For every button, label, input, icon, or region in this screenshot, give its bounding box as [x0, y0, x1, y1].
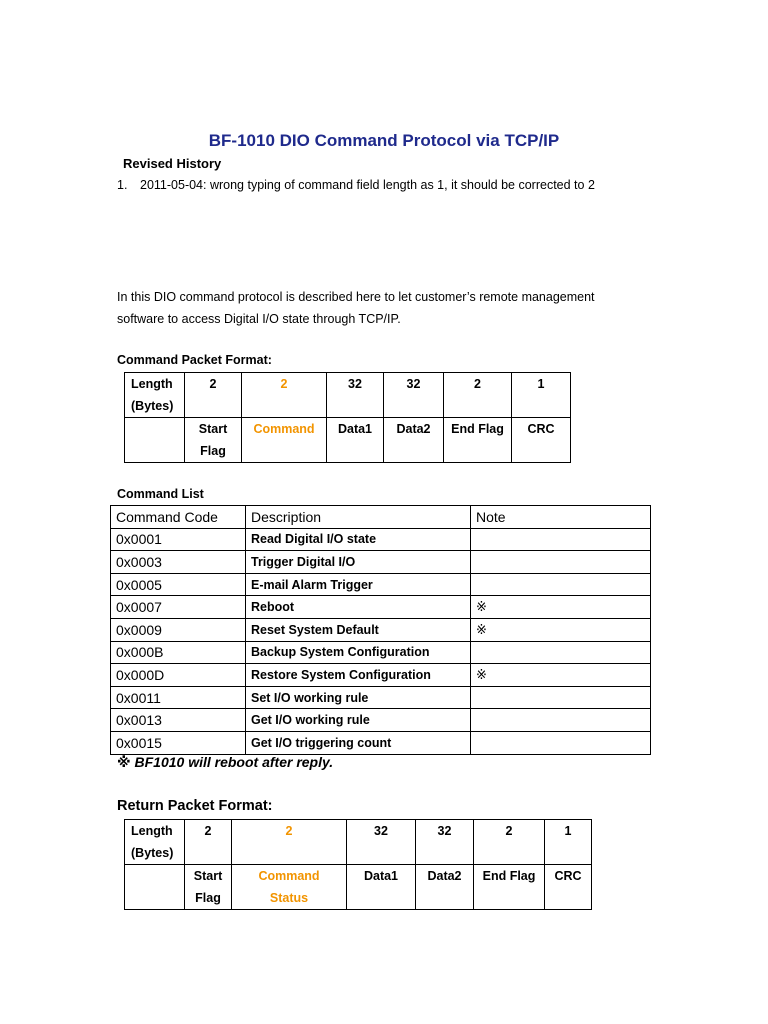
field-size-cell: 2 — [232, 820, 347, 865]
field-name-line: Data1 — [363, 869, 399, 883]
field-name-cell — [416, 865, 474, 910]
field-name-cell — [444, 418, 512, 463]
header-command-code: Command Code — [111, 506, 246, 529]
field-name-line: Status — [269, 891, 309, 905]
length-label: Length — [131, 824, 173, 838]
table-row — [111, 731, 651, 754]
command-code: 0x0011 — [111, 686, 246, 709]
command-code: 0x0015 — [111, 731, 246, 754]
table-row — [111, 551, 651, 574]
field-size-cell: 32 — [327, 373, 384, 418]
field-name-line: Command — [253, 422, 315, 436]
header-note: Note — [471, 506, 651, 529]
command-description: Trigger Digital I/O — [246, 551, 471, 574]
command-list-table — [110, 505, 651, 755]
length-label: Length — [131, 377, 173, 391]
history-item-number: 1. — [117, 178, 128, 192]
length-header-cell — [125, 373, 185, 418]
field-name-line: End Flag — [482, 869, 536, 883]
command-list-header-row — [111, 506, 651, 529]
field-name-cell — [347, 865, 416, 910]
field-name-line: Flag — [200, 444, 226, 458]
command-description: Set I/O working rule — [246, 686, 471, 709]
field-name-cell — [242, 418, 327, 463]
command-note: ※ — [471, 618, 651, 641]
field-name-cell — [185, 418, 242, 463]
history-item-text: 2011-05-04: wrong typing of command field length as 1, it should be corrected to 2 — [140, 178, 595, 192]
packet-size-row — [125, 373, 571, 418]
command-packet-table — [124, 372, 571, 463]
field-name-line: Command — [258, 869, 320, 883]
command-note — [471, 709, 651, 732]
command-description: Reset System Default — [246, 618, 471, 641]
packet-name-row — [125, 418, 571, 463]
table-row — [111, 641, 651, 664]
field-name-cell — [232, 865, 347, 910]
field-name-cell — [327, 418, 384, 463]
field-name-line: Flag — [195, 891, 221, 905]
table-row — [111, 528, 651, 551]
command-packet-label: Command Packet Format: — [117, 353, 272, 367]
packet-name-row — [125, 865, 592, 910]
command-description: Get I/O triggering count — [246, 731, 471, 754]
command-note: ※ — [471, 596, 651, 619]
field-size-cell: 2 — [185, 820, 232, 865]
field-size-cell: 2 — [444, 373, 512, 418]
intro-line-2: software to access Digital I/O state through TCP/IP. — [117, 312, 401, 326]
field-name-cell — [384, 418, 444, 463]
command-description: Restore System Configuration — [246, 664, 471, 687]
field-size-cell: 32 — [416, 820, 474, 865]
command-description: Backup System Configuration — [246, 641, 471, 664]
command-description: Get I/O working rule — [246, 709, 471, 732]
command-code: 0x0005 — [111, 573, 246, 596]
field-size-cell: 1 — [545, 820, 592, 865]
bytes-label: (Bytes) — [131, 846, 174, 860]
command-note — [471, 731, 651, 754]
command-code: 0x0009 — [111, 618, 246, 641]
command-note — [471, 686, 651, 709]
empty-cell — [125, 865, 185, 910]
field-name-line: CRC — [527, 422, 555, 436]
return-packet-table — [124, 819, 592, 910]
command-description: Read Digital I/O state — [246, 528, 471, 551]
command-list-label: Command List — [117, 487, 204, 501]
command-note — [471, 551, 651, 574]
command-code: 0x0007 — [111, 596, 246, 619]
intro-paragraph — [117, 286, 677, 330]
field-name-cell — [545, 865, 592, 910]
revised-history-item — [117, 178, 595, 192]
field-name-line: Data2 — [427, 869, 462, 883]
command-code: 0x000B — [111, 641, 246, 664]
field-size-cell: 2 — [185, 373, 242, 418]
field-name-cell — [185, 865, 232, 910]
field-size-cell: 1 — [512, 373, 571, 418]
table-row — [111, 664, 651, 687]
field-size-cell: 2 — [242, 373, 327, 418]
packet-size-row — [125, 820, 592, 865]
command-code: 0x0001 — [111, 528, 246, 551]
field-name-line: CRC — [554, 869, 582, 883]
command-note — [471, 573, 651, 596]
header-description: Description — [246, 506, 471, 529]
table-row — [111, 686, 651, 709]
field-size-cell: 2 — [474, 820, 545, 865]
command-code: 0x0003 — [111, 551, 246, 574]
command-code: 0x0013 — [111, 709, 246, 732]
revised-history-heading: Revised History — [123, 156, 222, 171]
command-description: E-mail Alarm Trigger — [246, 573, 471, 596]
field-name-line: Data1 — [337, 422, 373, 436]
reboot-footnote: ※ BF1010 will reboot after reply. — [117, 754, 334, 770]
command-code: 0x000D — [111, 664, 246, 687]
field-name-cell — [474, 865, 545, 910]
field-size-cell: 32 — [347, 820, 416, 865]
field-size-cell: 32 — [384, 373, 444, 418]
page-title: BF-1010 DIO Command Protocol via TCP/IP — [208, 131, 560, 150]
command-note: ※ — [471, 664, 651, 687]
table-row — [111, 709, 651, 732]
command-note — [471, 528, 651, 551]
table-row — [111, 618, 651, 641]
command-note — [471, 641, 651, 664]
intro-line-1: In this DIO command protocol is described here to let customer’s remote management — [117, 290, 595, 304]
command-description: Reboot — [246, 596, 471, 619]
return-packet-label: Return Packet Format: — [117, 798, 273, 814]
bytes-label: (Bytes) — [131, 399, 174, 413]
field-name-line: Data2 — [396, 422, 431, 436]
field-name-line: Start — [193, 869, 223, 883]
table-row — [111, 596, 651, 619]
length-header-cell — [125, 820, 185, 865]
empty-cell — [125, 418, 185, 463]
field-name-line: Start — [198, 422, 228, 436]
field-name-cell — [512, 418, 571, 463]
field-name-line: End Flag — [451, 422, 504, 436]
table-row — [111, 573, 651, 596]
